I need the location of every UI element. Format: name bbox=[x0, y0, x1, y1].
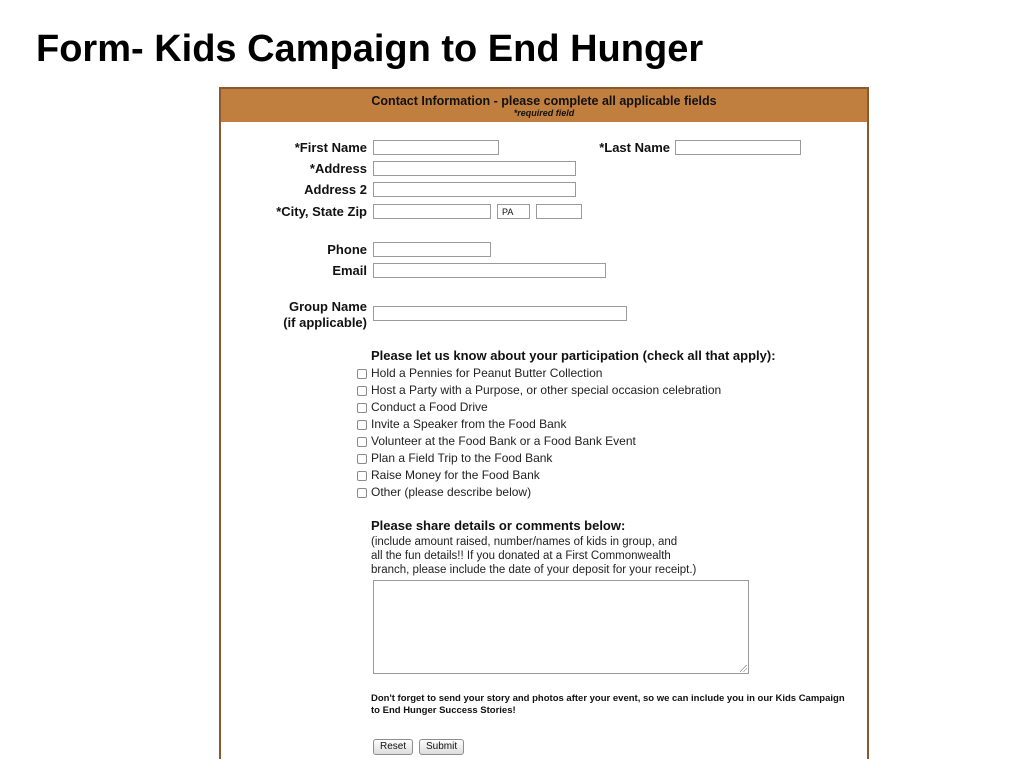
participation-option[interactable] bbox=[357, 366, 602, 381]
participation-option-label: Host a Party with a Purpose, or other special occasion celebration bbox=[371, 383, 722, 397]
participation-option[interactable] bbox=[357, 468, 540, 483]
state-input[interactable] bbox=[497, 204, 530, 219]
participation-option[interactable] bbox=[357, 383, 721, 398]
first-name-input[interactable] bbox=[373, 140, 499, 155]
checkbox[interactable] bbox=[357, 471, 367, 481]
contact-form bbox=[219, 87, 869, 759]
participation-option-label: Plan a Field Trip to the Food Bank bbox=[371, 451, 553, 465]
comments-textarea[interactable] bbox=[373, 580, 749, 674]
city-input[interactable] bbox=[373, 204, 491, 219]
participation-option[interactable] bbox=[357, 434, 636, 449]
checkbox[interactable] bbox=[357, 420, 367, 430]
participation-option[interactable] bbox=[357, 400, 488, 415]
participation-option-label: Hold a Pennies for Peanut Butter Collection bbox=[371, 366, 603, 380]
participation-option-label: Volunteer at the Food Bank or a Food Bank Event bbox=[371, 434, 636, 448]
city-state-zip-label: *City, State Zip bbox=[276, 204, 367, 219]
form-header bbox=[221, 89, 867, 122]
phone-input[interactable] bbox=[373, 242, 491, 257]
participation-option-label: Conduct a Food Drive bbox=[371, 400, 488, 414]
participation-option-label: Raise Money for the Food Bank bbox=[371, 468, 540, 482]
address2-input[interactable] bbox=[373, 182, 576, 197]
address-label: *Address bbox=[309, 161, 367, 176]
reset-button[interactable]: Reset bbox=[373, 739, 413, 755]
checkbox[interactable] bbox=[357, 386, 367, 396]
required-field-note: *required field bbox=[513, 108, 575, 118]
participation-option-label: Other (please describe below) bbox=[371, 485, 532, 499]
last-name-label: *Last Name bbox=[599, 140, 670, 155]
checkbox[interactable] bbox=[357, 454, 367, 464]
comments-note-line: all the fun details!! If you donated at a First Commonwealth bbox=[371, 550, 671, 562]
submit-button[interactable]: Submit bbox=[419, 739, 464, 755]
first-name-label: *First Name bbox=[294, 140, 367, 155]
email-input[interactable] bbox=[373, 263, 606, 278]
group-name-label: Group Name bbox=[288, 299, 367, 314]
resize-handle-icon[interactable] bbox=[740, 665, 747, 672]
participation-heading: Please let us know about your participation (check all that apply): bbox=[371, 348, 776, 363]
last-name-input[interactable] bbox=[675, 140, 801, 155]
zip-input[interactable] bbox=[536, 204, 582, 219]
checkbox[interactable] bbox=[357, 403, 367, 413]
reminder-text: Don't forget to send your story and photos after your event, so we can include you in our Kids Campaign to End Hunger Success Stories! bbox=[371, 693, 845, 716]
form-header-title: Contact Information - please complete all applicable fields bbox=[371, 94, 717, 108]
address-input[interactable] bbox=[373, 161, 576, 176]
address2-label: Address 2 bbox=[304, 182, 367, 197]
participation-option[interactable] bbox=[357, 485, 531, 500]
checkbox[interactable] bbox=[357, 488, 367, 498]
checkbox[interactable] bbox=[357, 369, 367, 379]
slide-title: Form- Kids Campaign to End Hunger bbox=[36, 28, 704, 70]
phone-label: Phone bbox=[327, 242, 367, 257]
comments-note-line: branch, please include the date of your deposit for your receipt.) bbox=[371, 564, 697, 576]
group-name-input[interactable] bbox=[373, 306, 627, 321]
comments-note-line: (include amount raised, number/names of kids in group, and bbox=[371, 536, 678, 548]
participation-option[interactable] bbox=[357, 451, 552, 466]
group-name-sublabel: (if applicable) bbox=[283, 315, 367, 330]
comments-heading: Please share details or comments below: bbox=[371, 518, 626, 533]
email-label: Email bbox=[332, 263, 367, 278]
checkbox[interactable] bbox=[357, 437, 367, 447]
participation-option-label: Invite a Speaker from the Food Bank bbox=[371, 417, 567, 431]
participation-option[interactable] bbox=[357, 417, 566, 432]
